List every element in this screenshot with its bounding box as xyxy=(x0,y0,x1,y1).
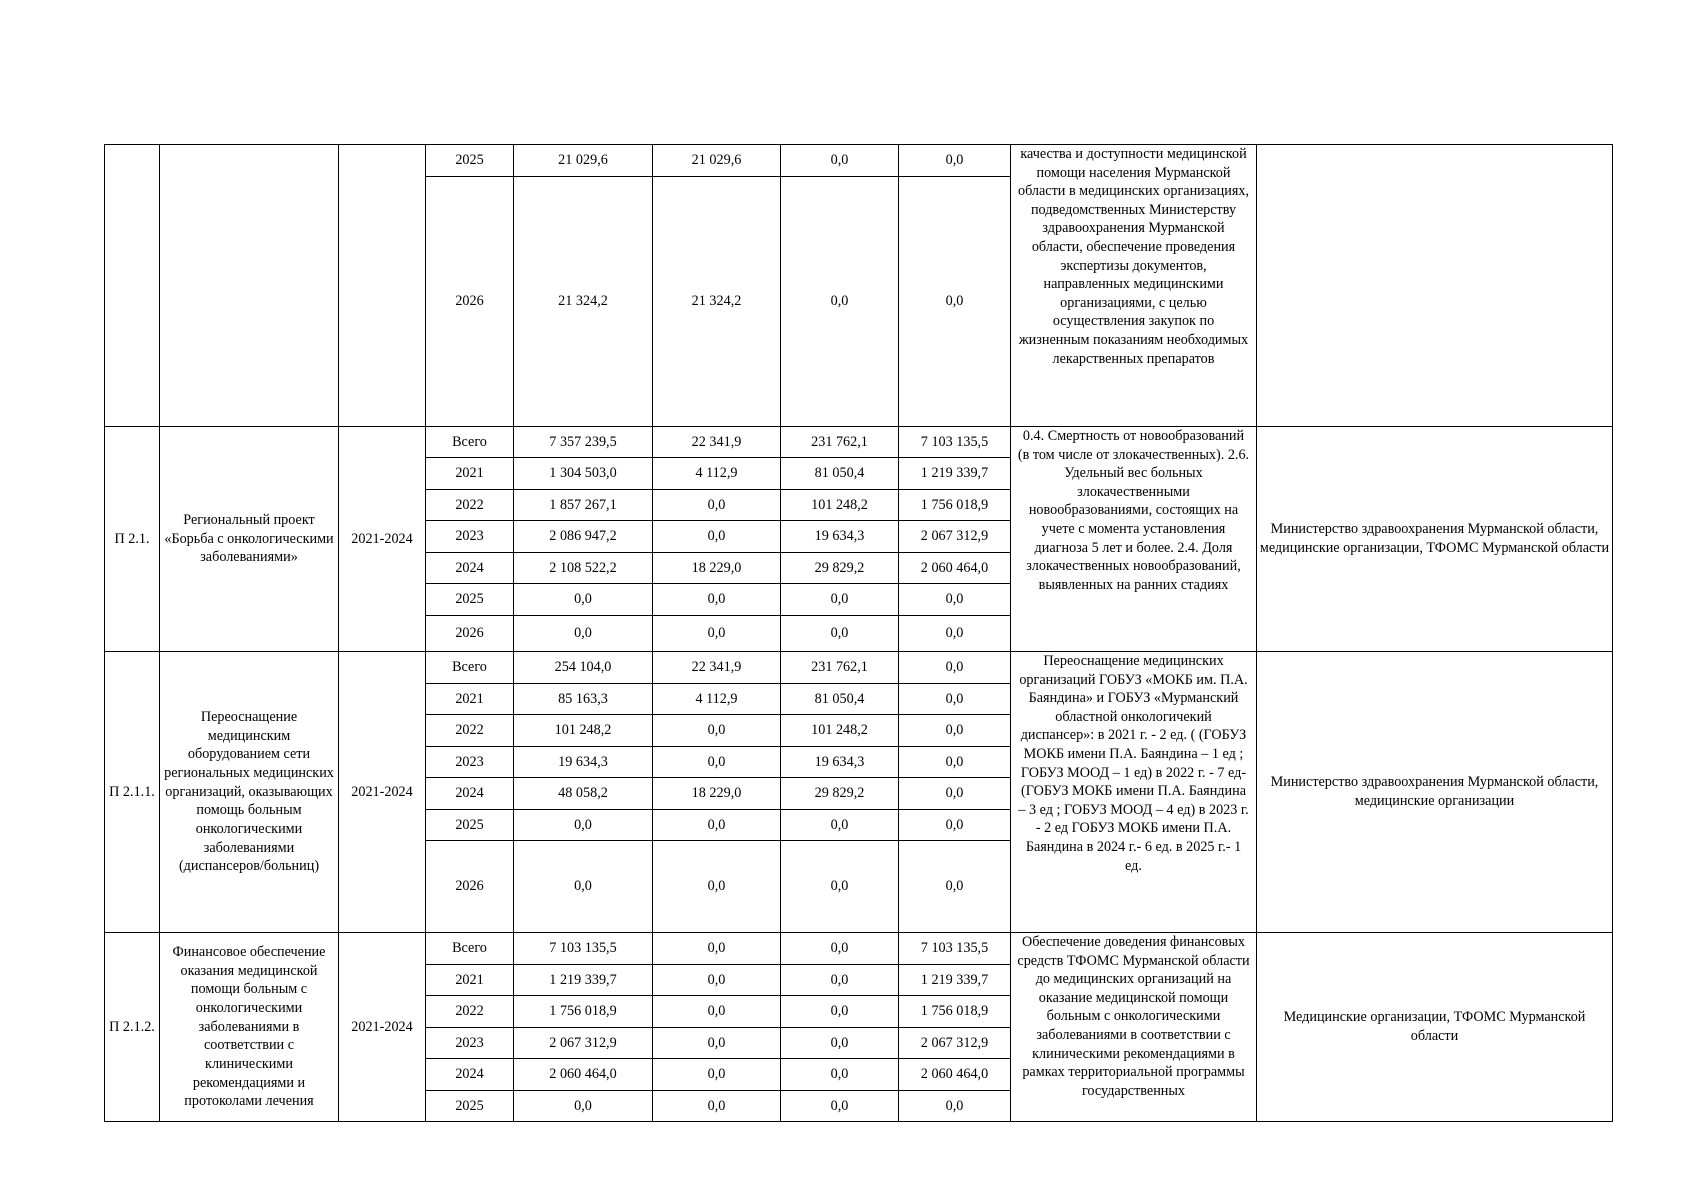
goal-text: качества и доступности медицинской помощи населения Мурманской области в медицинских организациях, подведомственных Министерству здравоохранения Мурманской области, обеспечение проведения экспертизы документов, направленных медицинскими организациями, с целью осуществления закупок по жизненным показаниям необходимых лекарственных препаратов xyxy=(1011,145,1257,427)
regional-cell: 0,0 xyxy=(781,177,899,427)
total-cell: 1 304 503,0 xyxy=(514,458,653,490)
total-cell: 19 634,3 xyxy=(514,747,653,778)
total-cell: 7 103 135,5 xyxy=(514,933,653,965)
table-row xyxy=(105,145,1613,177)
oms-cell: 0,0 xyxy=(899,652,1011,684)
total-cell: 254 104,0 xyxy=(514,652,653,684)
oms-cell: 2 067 312,9 xyxy=(899,521,1011,553)
regional-cell: 101 248,2 xyxy=(781,715,899,747)
executor-text: Министерство здравоохранения Мурманской области, медицинские организации, ТФОМС Мурманской области xyxy=(1257,427,1613,652)
total-cell: 101 248,2 xyxy=(514,715,653,747)
item-code: П 2.1.2. xyxy=(105,933,160,1122)
year-cell: 2025 xyxy=(426,145,514,177)
oms-cell: 0,0 xyxy=(899,616,1011,652)
year-cell: 2026 xyxy=(426,177,514,427)
federal-cell: 21 324,2 xyxy=(653,177,781,427)
executor-text: Медицинские организации, ТФОМС Мурманской области xyxy=(1257,933,1613,1122)
federal-cell: 4 112,9 xyxy=(653,458,781,490)
federal-cell: 18 229,0 xyxy=(653,553,781,584)
year-cell: 2022 xyxy=(426,490,514,521)
regional-cell: 231 762,1 xyxy=(781,652,899,684)
regional-cell: 0,0 xyxy=(781,616,899,652)
federal-cell: 0,0 xyxy=(653,841,781,933)
federal-cell: 18 229,0 xyxy=(653,778,781,810)
item-code xyxy=(105,145,160,427)
oms-cell: 0,0 xyxy=(899,841,1011,933)
total-cell: 2 067 312,9 xyxy=(514,1028,653,1059)
item-period: 2021-2024 xyxy=(339,933,426,1122)
oms-cell: 1 219 339,7 xyxy=(899,965,1011,996)
goal-text: 0.4. Смертность от новообразований (в том числе от злокачественных). 2.6. Удельный вес больных злокачественными новообразованиями, состоящих на учете с момента установления диагноза 5 лет и более. 2.4. Доля злокачественных новообразований, выявленных на ранних стадиях xyxy=(1011,427,1257,652)
year-cell: 2025 xyxy=(426,584,514,616)
year-cell: Всего xyxy=(426,933,514,965)
year-cell: 2021 xyxy=(426,458,514,490)
regional-cell: 19 634,3 xyxy=(781,521,899,553)
oms-cell: 0,0 xyxy=(899,145,1011,177)
total-cell: 21 029,6 xyxy=(514,145,653,177)
year-cell: 2023 xyxy=(426,747,514,778)
regional-cell: 81 050,4 xyxy=(781,684,899,715)
total-cell: 7 357 239,5 xyxy=(514,427,653,458)
total-cell: 48 058,2 xyxy=(514,778,653,810)
year-cell: 2026 xyxy=(426,616,514,652)
year-cell: 2022 xyxy=(426,715,514,747)
total-cell: 1 756 018,9 xyxy=(514,996,653,1028)
total-cell: 2 108 522,2 xyxy=(514,553,653,584)
regional-cell: 0,0 xyxy=(781,1091,899,1122)
year-cell: 2026 xyxy=(426,841,514,933)
year-cell: 2024 xyxy=(426,1059,514,1091)
item-name xyxy=(160,145,339,427)
oms-cell: 2 060 464,0 xyxy=(899,1059,1011,1091)
item-code: П 2.1. xyxy=(105,427,160,652)
oms-cell: 1 219 339,7 xyxy=(899,458,1011,490)
year-cell: Всего xyxy=(426,427,514,458)
oms-cell: 7 103 135,5 xyxy=(899,427,1011,458)
oms-cell: 0,0 xyxy=(899,810,1011,841)
year-cell: 2021 xyxy=(426,684,514,715)
total-cell: 85 163,3 xyxy=(514,684,653,715)
goal-text: Обеспечение доведения финансовых средств ТФОМС Мурманской области до медицинских организаций на оказание медицинской помощи больным с онкологическими заболеваниями в соответствии с клиническими рекомендациями в рамках территориальной программы государственных xyxy=(1011,933,1257,1122)
federal-cell: 0,0 xyxy=(653,965,781,996)
federal-cell: 21 029,6 xyxy=(653,145,781,177)
goal-text: Переоснащение медицинских организаций ГОБУЗ «МОКБ им. П.А. Баяндина» и ГОБУЗ «Мурманский областной онкологичекий диспансер»: в 2021 г. - 2 ед. ( (ГОБУЗ МОКБ имени П.А. Баяндина – 1 ед ; ГОБУЗ МООД – 1 ед) в 2022 г. - 7 ед- (ГОБУЗ МОКБ имени П.А. Баяндина – 3 ед ; ГОБУЗ МООД – 4 ед) в 2023 г. - 2 ед ГОБУЗ МОКБ имени П.А. Баяндина в 2024 г.- 6 ед. в 2025 г.- 1 ед. xyxy=(1011,652,1257,933)
item-name: Переоснащение медицинским оборудованием сети региональных медицинских организаций, оказывающих помощь больным онкологическими заболеваниями (диспансеров/больниц) xyxy=(160,652,339,933)
federal-cell: 0,0 xyxy=(653,584,781,616)
item-name: Региональный проект «Борьба с онкологическими заболеваниями» xyxy=(160,427,339,652)
year-cell: 2023 xyxy=(426,521,514,553)
federal-cell: 0,0 xyxy=(653,490,781,521)
oms-cell: 0,0 xyxy=(899,778,1011,810)
regional-cell: 0,0 xyxy=(781,933,899,965)
oms-cell: 7 103 135,5 xyxy=(899,933,1011,965)
federal-cell: 0,0 xyxy=(653,1091,781,1122)
total-cell: 0,0 xyxy=(514,584,653,616)
regional-cell: 29 829,2 xyxy=(781,778,899,810)
regional-cell: 0,0 xyxy=(781,996,899,1028)
regional-cell: 29 829,2 xyxy=(781,553,899,584)
item-period: 2021-2024 xyxy=(339,652,426,933)
oms-cell: 0,0 xyxy=(899,684,1011,715)
oms-cell: 0,0 xyxy=(899,177,1011,427)
regional-cell: 231 762,1 xyxy=(781,427,899,458)
oms-cell: 0,0 xyxy=(899,747,1011,778)
item-code: П 2.1.1. xyxy=(105,652,160,933)
federal-cell: 0,0 xyxy=(653,616,781,652)
item-period xyxy=(339,145,426,427)
total-cell: 21 324,2 xyxy=(514,177,653,427)
total-cell: 1 857 267,1 xyxy=(514,490,653,521)
oms-cell: 2 060 464,0 xyxy=(899,553,1011,584)
oms-cell: 2 067 312,9 xyxy=(899,1028,1011,1059)
table-row xyxy=(105,427,1613,458)
regional-cell: 0,0 xyxy=(781,965,899,996)
regional-cell: 0,0 xyxy=(781,841,899,933)
regional-cell: 0,0 xyxy=(781,810,899,841)
table-row xyxy=(105,652,1613,684)
federal-cell: 0,0 xyxy=(653,1059,781,1091)
regional-cell: 0,0 xyxy=(781,584,899,616)
year-cell: 2025 xyxy=(426,1091,514,1122)
oms-cell: 0,0 xyxy=(899,1091,1011,1122)
program-table xyxy=(104,144,1613,1122)
table-row xyxy=(105,933,1613,965)
regional-cell: 101 248,2 xyxy=(781,490,899,521)
total-cell: 0,0 xyxy=(514,616,653,652)
federal-cell: 22 341,9 xyxy=(653,652,781,684)
item-period: 2021-2024 xyxy=(339,427,426,652)
oms-cell: 1 756 018,9 xyxy=(899,996,1011,1028)
federal-cell: 0,0 xyxy=(653,933,781,965)
federal-cell: 22 341,9 xyxy=(653,427,781,458)
total-cell: 0,0 xyxy=(514,810,653,841)
regional-cell: 0,0 xyxy=(781,1059,899,1091)
federal-cell: 0,0 xyxy=(653,996,781,1028)
year-cell: 2025 xyxy=(426,810,514,841)
year-cell: 2023 xyxy=(426,1028,514,1059)
federal-cell: 0,0 xyxy=(653,810,781,841)
regional-cell: 0,0 xyxy=(781,145,899,177)
year-cell: 2022 xyxy=(426,996,514,1028)
oms-cell: 0,0 xyxy=(899,584,1011,616)
regional-cell: 81 050,4 xyxy=(781,458,899,490)
total-cell: 0,0 xyxy=(514,841,653,933)
total-cell: 2 060 464,0 xyxy=(514,1059,653,1091)
regional-cell: 0,0 xyxy=(781,1028,899,1059)
federal-cell: 0,0 xyxy=(653,747,781,778)
oms-cell: 1 756 018,9 xyxy=(899,490,1011,521)
year-cell: 2021 xyxy=(426,965,514,996)
regional-cell: 19 634,3 xyxy=(781,747,899,778)
federal-cell: 0,0 xyxy=(653,715,781,747)
executor-text xyxy=(1257,145,1613,427)
executor-text: Министерство здравоохранения Мурманской области, медицинские организации xyxy=(1257,652,1613,933)
year-cell: 2024 xyxy=(426,553,514,584)
year-cell: Всего xyxy=(426,652,514,684)
year-cell: 2024 xyxy=(426,778,514,810)
federal-cell: 4 112,9 xyxy=(653,684,781,715)
total-cell: 2 086 947,2 xyxy=(514,521,653,553)
federal-cell: 0,0 xyxy=(653,1028,781,1059)
total-cell: 0,0 xyxy=(514,1091,653,1122)
oms-cell: 0,0 xyxy=(899,715,1011,747)
total-cell: 1 219 339,7 xyxy=(514,965,653,996)
federal-cell: 0,0 xyxy=(653,521,781,553)
item-name: Финансовое обеспечение оказания медицинской помощи больным с онкологическими заболеваниями в соответствии с клиническими рекомендациями и протоколами лечения xyxy=(160,933,339,1122)
